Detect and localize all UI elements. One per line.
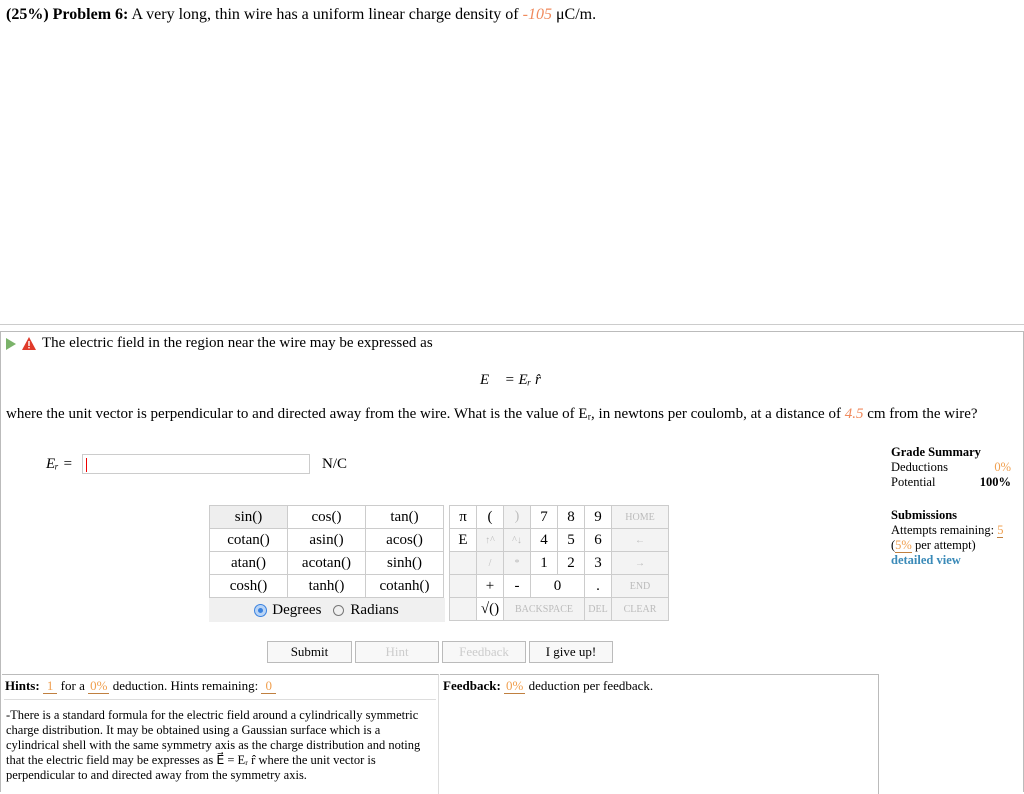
divide-button[interactable]: / xyxy=(477,552,504,575)
feedback-header xyxy=(443,678,653,694)
dot-button[interactable]: . xyxy=(585,575,612,598)
acos-button[interactable]: acos() xyxy=(366,529,444,552)
potential-row xyxy=(891,475,1011,490)
up-arrow-button[interactable]: ↑^ xyxy=(477,529,504,552)
feedback-label: Feedback: xyxy=(443,678,501,693)
right-arrow-button[interactable]: → xyxy=(612,552,669,575)
charge-unit: μC/m. xyxy=(555,6,597,23)
per-attempt-text: per attempt) xyxy=(914,538,976,552)
hint-text: -There is a standard formula for the electric field around a cylindrically symmetric charge distribution. It may be obtained using a Gaussian surface which is a cylindrical shell with the same symmetry axis as the charge distribution and noting that the electric field may be expresses as E⃗ = Eᵣ r̂ where the unit vector is perpendicular to and directed away from the symmetry axis. xyxy=(6,708,421,782)
key-8[interactable]: 8 xyxy=(558,506,585,529)
atan-button[interactable]: atan() xyxy=(210,552,288,575)
cotanh-button[interactable]: cotanh() xyxy=(366,575,444,598)
question-body: where the unit vector is perpendicular to and directed away from the wire. What is the value of Eᵣ, in newtons per coulomb, at a distance of xyxy=(6,406,841,422)
problem-number: Problem 6: xyxy=(52,6,129,23)
grade-summary-title: Grade Summary xyxy=(891,445,981,459)
give-up-button[interactable]: I give up! xyxy=(529,641,613,663)
key-9[interactable]: 9 xyxy=(585,506,612,529)
answer-label: Eᵣ = xyxy=(46,456,73,472)
sqrt-button[interactable]: √() xyxy=(477,598,504,621)
deductions-row xyxy=(891,460,1011,475)
charge-value: -105 xyxy=(522,6,552,23)
feedback-button[interactable]: Feedback xyxy=(442,641,526,663)
hints-deduction: 0% xyxy=(90,678,108,693)
distance-value: 4.5 xyxy=(844,406,864,422)
part-intro: The electric field in the region near the wire may be expressed as xyxy=(42,335,433,351)
down-arrow-button[interactable]: ^↓ xyxy=(504,529,531,552)
deductions-label: Deductions xyxy=(891,460,948,474)
hints-label: Hints: xyxy=(5,678,40,693)
key-0[interactable]: 0 xyxy=(531,575,585,598)
blank-key xyxy=(450,598,477,621)
pi-button[interactable]: π xyxy=(450,506,477,529)
part-header xyxy=(6,335,433,352)
tanh-button[interactable]: tanh() xyxy=(288,575,366,598)
hints-count: 1 xyxy=(43,678,58,694)
potential-label: Potential xyxy=(891,475,936,489)
deductions-value: 0% xyxy=(994,460,1011,474)
del-button[interactable]: DEL xyxy=(585,598,612,621)
close-paren-button[interactable]: ) xyxy=(504,506,531,529)
submissions-title: Submissions xyxy=(891,508,958,522)
problem-weight: (25%) xyxy=(6,6,49,23)
answer-unit: N/C xyxy=(322,456,348,472)
degrees-label: Degrees xyxy=(272,601,322,618)
potential-value: 100% xyxy=(979,475,1011,489)
key-7[interactable]: 7 xyxy=(531,506,558,529)
acotan-button[interactable]: acotan() xyxy=(288,552,366,575)
key-3[interactable]: 3 xyxy=(585,552,612,575)
warning-icon xyxy=(22,337,36,351)
problem-statement xyxy=(6,6,596,24)
left-arrow-button[interactable]: ← xyxy=(612,529,669,552)
section-divider xyxy=(0,324,1024,325)
hint-button[interactable]: Hint xyxy=(355,641,439,663)
hints-for-a: for a xyxy=(60,678,85,693)
hints-deduction-text: deduction. Hints remaining: xyxy=(112,678,259,693)
blank-key xyxy=(450,575,477,598)
sinh-button[interactable]: sinh() xyxy=(366,552,444,575)
clear-button[interactable]: CLEAR xyxy=(612,598,669,621)
feedback-text: deduction per feedback. xyxy=(528,678,654,693)
attempts-value: 5 xyxy=(997,523,1004,537)
multiply-button[interactable]: * xyxy=(504,552,531,575)
attempts-row xyxy=(891,523,1016,538)
sin-button[interactable]: sin() xyxy=(210,506,288,529)
radians-label: Radians xyxy=(350,601,399,618)
text-caret xyxy=(86,458,87,472)
open-paren-button[interactable]: ( xyxy=(477,506,504,529)
numeric-keypad xyxy=(449,505,669,621)
plus-button[interactable]: + xyxy=(477,575,504,598)
hints-divider xyxy=(4,699,436,700)
cotan-button[interactable]: cotan() xyxy=(210,529,288,552)
detailed-view-link[interactable]: detailed view xyxy=(891,553,961,567)
home-button[interactable]: HOME xyxy=(612,506,669,529)
hints-header xyxy=(5,678,276,694)
per-attempt-open: ( xyxy=(891,538,896,552)
tan-button[interactable]: tan() xyxy=(366,506,444,529)
key-2[interactable]: 2 xyxy=(558,552,585,575)
question-end: cm from the wire? xyxy=(867,406,978,422)
submissions-panel xyxy=(891,508,1016,568)
backspace-button[interactable]: BACKSPACE xyxy=(504,598,585,621)
blank-key xyxy=(450,552,477,575)
problem-text: A very long, thin wire has a uniform linear charge density of xyxy=(131,6,519,23)
asin-button[interactable]: asin() xyxy=(288,529,366,552)
key-5[interactable]: 5 xyxy=(558,529,585,552)
submit-button[interactable]: Submit xyxy=(267,641,352,663)
feedback-deduction: 0% xyxy=(506,678,524,693)
grade-summary xyxy=(891,445,1011,490)
key-6[interactable]: 6 xyxy=(585,529,612,552)
radians-radio[interactable] xyxy=(333,605,344,616)
question-text xyxy=(6,405,1006,423)
angle-mode-selector xyxy=(209,598,445,622)
cos-button[interactable]: cos() xyxy=(288,506,366,529)
function-keypad xyxy=(209,505,444,598)
key-4[interactable]: 4 xyxy=(531,529,558,552)
attempts-label: Attempts remaining: xyxy=(891,523,995,537)
per-attempt-row xyxy=(891,538,1016,553)
e-button[interactable]: E xyxy=(450,529,477,552)
per-attempt-value: 5% xyxy=(895,538,912,552)
answer-input[interactable] xyxy=(82,454,310,474)
field-equation: E⃗ = Eᵣ r̂ xyxy=(480,372,541,388)
cosh-button[interactable]: cosh() xyxy=(210,575,288,598)
minus-button[interactable]: - xyxy=(504,575,531,598)
degrees-radio[interactable] xyxy=(255,605,266,616)
expand-triangle-icon[interactable] xyxy=(6,338,16,350)
hints-remaining: 0 xyxy=(261,678,276,694)
key-1[interactable]: 1 xyxy=(531,552,558,575)
end-button[interactable]: END xyxy=(612,575,669,598)
